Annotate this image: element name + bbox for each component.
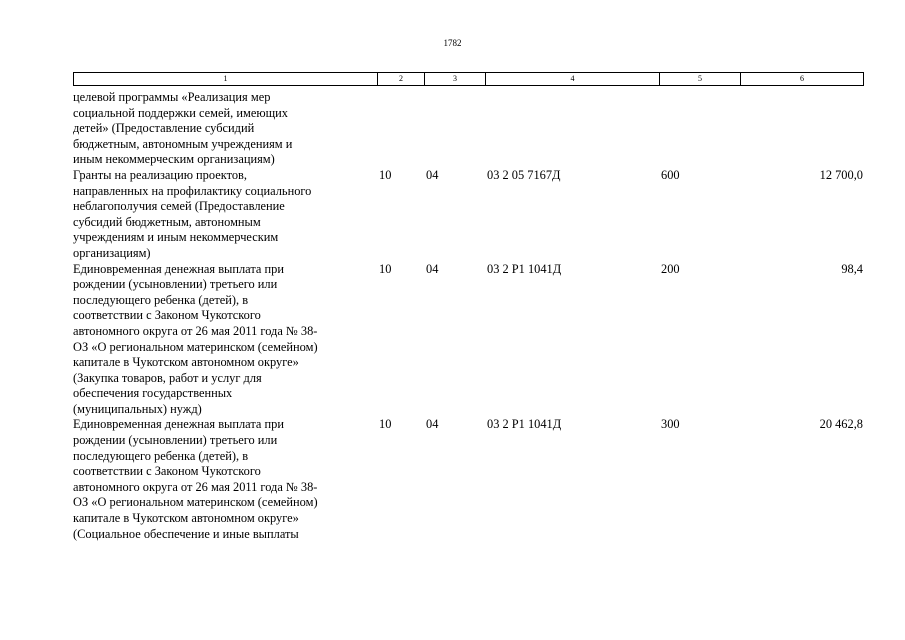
description-line: направленных на профилактику социального <box>73 183 312 198</box>
header-col-1: 1 <box>74 73 378 86</box>
row-description <box>73 90 378 168</box>
header-col-4: 4 <box>486 73 660 86</box>
expense-type-code: 600 <box>661 167 680 182</box>
description-line: бюджетным, автономным учреждениям и <box>73 136 293 151</box>
description-line: капитале в Чукотском автономном округе» <box>73 355 299 370</box>
description-line: ОЗ «О региональном материнском (семейном) <box>73 495 318 510</box>
row-description <box>73 168 378 262</box>
table-row <box>73 168 863 262</box>
description-line: последующего ребенка (детей), в <box>73 448 249 463</box>
table-row <box>73 262 863 418</box>
description-line: обеспечения государственных <box>73 386 233 401</box>
section-code: 10 <box>379 417 392 432</box>
page-number: 1782 <box>443 38 462 48</box>
expense-type-code: 300 <box>661 417 680 432</box>
description-line: автономного округа от 26 мая 2011 года № 38- <box>73 479 318 494</box>
section-code: 10 <box>379 261 392 276</box>
description-line: Единовременная денежная выплата при <box>73 261 284 276</box>
subsection-code: 04 <box>426 417 439 432</box>
table-row <box>73 90 863 168</box>
target-article-code: 03 2 Р1 1041Д <box>487 261 562 276</box>
description-line: неблагополучия семей (Предоставление <box>73 199 285 214</box>
description-line: (Социальное обеспечение и иные выплаты <box>73 526 299 541</box>
description-line: (Закупка товаров, работ и услуг для <box>73 370 262 385</box>
description-line: последующего ребенка (детей), в <box>73 292 249 307</box>
description-line: социальной поддержки семей, имеющих <box>73 105 288 120</box>
column-number-header <box>73 72 864 86</box>
expense-type-code: 200 <box>661 261 680 276</box>
description-line: целевой программы «Реализация мер <box>73 90 271 104</box>
section-code: 10 <box>379 167 392 182</box>
description-line: организациям) <box>73 245 151 260</box>
amount: 20 462,8 <box>819 417 863 432</box>
amount: 98,4 <box>841 261 863 276</box>
description-line: соответствии с Законом Чукотского <box>73 464 261 479</box>
header-col-6: 6 <box>741 73 864 86</box>
target-article-code: 03 2 05 7167Д <box>487 167 561 182</box>
header-col-5: 5 <box>660 73 741 86</box>
description-line: (муниципальных) нужд) <box>73 401 202 416</box>
description-line: субсидий бюджетным, автономным <box>73 214 261 229</box>
target-article-code: 03 2 Р1 1041Д <box>487 417 562 432</box>
description-line: иным некоммерческим организациям) <box>73 152 275 167</box>
description-line: ОЗ «О региональном материнском (семейном) <box>73 339 318 354</box>
description-line: учреждениям и иным некоммерческим <box>73 230 279 245</box>
subsection-code: 04 <box>426 167 439 182</box>
description-line: рождении (усыновлении) третьего или <box>73 277 278 292</box>
amount: 12 700,0 <box>819 167 863 182</box>
description-line: Гранты на реализацию проектов, <box>73 167 247 182</box>
row-description <box>73 417 378 542</box>
header-col-2: 2 <box>378 73 425 86</box>
table-row <box>73 417 863 542</box>
description-line: детей» (Предоставление субсидий <box>73 121 255 136</box>
subsection-code: 04 <box>426 261 439 276</box>
row-description <box>73 262 378 418</box>
header-col-3: 3 <box>425 73 486 86</box>
table-body <box>73 90 863 542</box>
description-line: Единовременная денежная выплата при <box>73 417 284 432</box>
description-line: соответствии с Законом Чукотского <box>73 308 261 323</box>
description-line: автономного округа от 26 мая 2011 года № 38- <box>73 323 318 338</box>
description-line: капитале в Чукотском автономном округе» <box>73 511 299 526</box>
header-row <box>74 73 864 86</box>
description-line: рождении (усыновлении) третьего или <box>73 433 278 448</box>
